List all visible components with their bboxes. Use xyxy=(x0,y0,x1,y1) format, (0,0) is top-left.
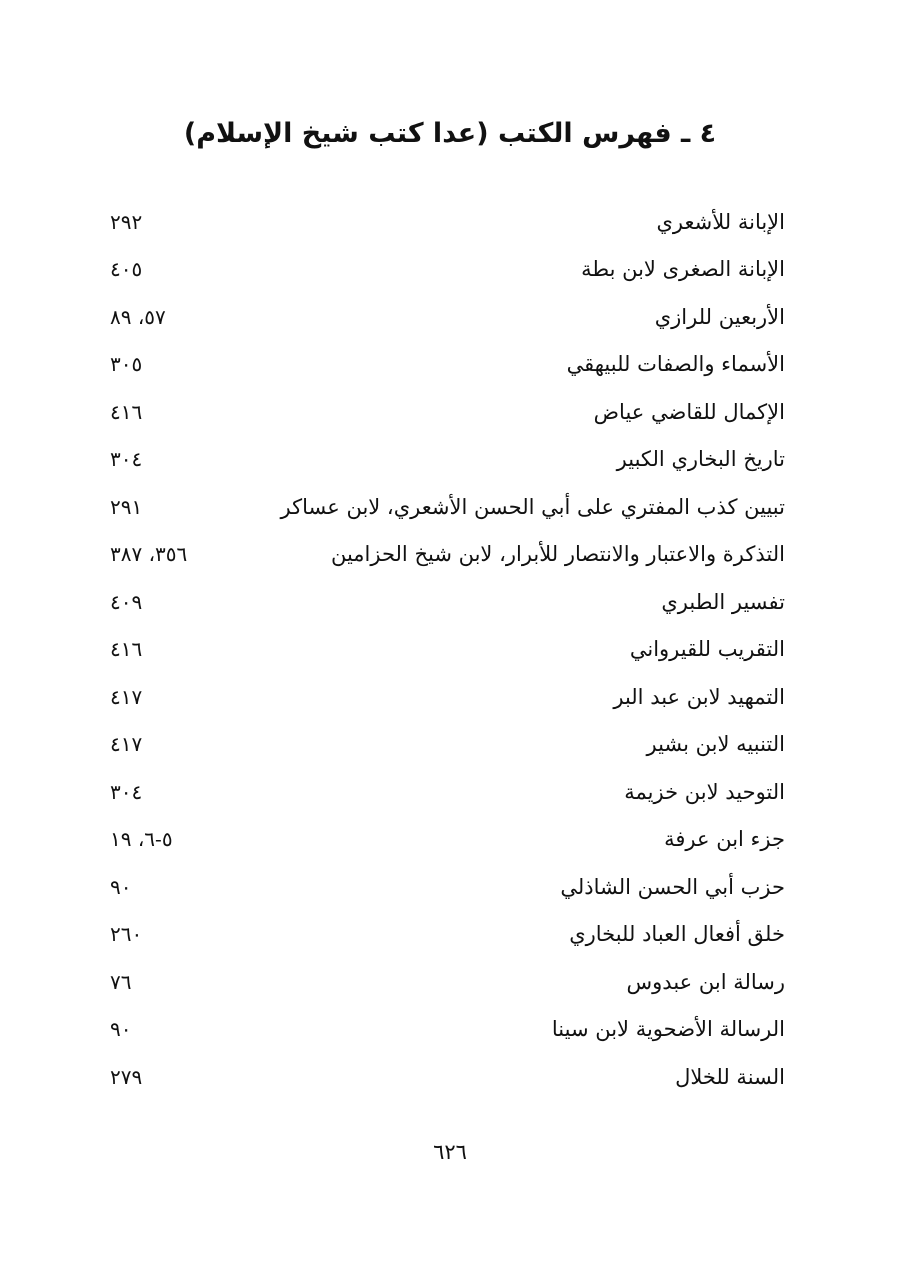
book-title: التوحيد لابن خزيمة xyxy=(624,779,785,804)
book-title: الإكمال للقاضي عياض xyxy=(593,399,785,424)
book-title: السنة للخلال xyxy=(675,1064,785,1089)
index-entry xyxy=(110,911,785,959)
book-title: تفسير الطبري xyxy=(661,589,785,614)
index-entry xyxy=(110,721,785,769)
index-entry xyxy=(110,626,785,674)
book-title: التذكرة والاعتبار والانتصار للأبرار، لابن شيخ الحزامين xyxy=(330,542,785,567)
books-index-list xyxy=(110,198,785,1101)
index-entry xyxy=(110,531,785,579)
book-title: الأسماء والصفات للبيهقي xyxy=(566,352,785,377)
index-entry xyxy=(110,388,785,436)
page-references: ٢٦٠ xyxy=(110,922,143,947)
page-references: ٤١٧ xyxy=(110,732,143,757)
book-title: تبيين كذب المفتري على أبي الحسن الأشعري، لابن عساكر xyxy=(280,494,785,519)
page-references: ٤٠٥ xyxy=(110,257,143,282)
index-entry xyxy=(110,578,785,626)
book-title: جزء ابن عرفة xyxy=(664,827,785,852)
index-entry xyxy=(110,341,785,389)
book-title: حزب أبي الحسن الشاذلي xyxy=(560,874,785,899)
page-references: ٢٩١ xyxy=(110,494,143,519)
index-entry xyxy=(110,673,785,721)
page-references: ٤١٧ xyxy=(110,684,143,709)
page-references: ٥٧، ٨٩ xyxy=(110,304,166,329)
book-title: رسالة ابن عبدوس xyxy=(626,969,785,994)
index-entry xyxy=(110,483,785,531)
index-entry xyxy=(110,436,785,484)
index-entry xyxy=(110,816,785,864)
page-references: ٩٠ xyxy=(110,1017,132,1042)
index-entry xyxy=(110,1053,785,1101)
page-references: ٣٠٤ xyxy=(110,779,143,804)
index-entry xyxy=(110,198,785,246)
book-title: تاريخ البخاري الكبير xyxy=(616,447,785,472)
page-references: ٤٠٩ xyxy=(110,589,143,614)
book-title: التقريب للقيرواني xyxy=(629,637,785,662)
book-title: التنبيه لابن بشير xyxy=(646,732,785,757)
page-references: ٤١٦ xyxy=(110,637,143,662)
page-references: ٣٠٥ xyxy=(110,352,143,377)
book-title: خلق أفعال العباد للبخاري xyxy=(569,922,785,947)
page-references: ٧٦ xyxy=(110,969,132,994)
book-title: الإبانة للأشعري xyxy=(656,209,785,234)
index-entry xyxy=(110,863,785,911)
section-heading: ٤ ـ فهرس الكتب (عدا كتب شيخ الإسلام) xyxy=(183,118,717,149)
index-entry xyxy=(110,1006,785,1054)
page-number: ٦٢٦ xyxy=(433,1140,467,1164)
index-entry xyxy=(110,293,785,341)
page-references: ٥-٦، ١٩ xyxy=(110,827,173,852)
index-entry xyxy=(110,246,785,294)
page-references: ٩٠ xyxy=(110,874,132,899)
book-title: الأربعين للرازي xyxy=(654,304,785,329)
index-entry xyxy=(110,958,785,1006)
page-references: ٢٩٢ xyxy=(110,209,143,234)
page-references: ٣٥٦، ٣٨٧ xyxy=(110,542,188,567)
book-title: الرسالة الأضحوية لابن سينا xyxy=(551,1017,785,1042)
book-title: الإبانة الصغرى لابن بطة xyxy=(581,257,785,282)
index-entry xyxy=(110,768,785,816)
page-references: ٢٧٩ xyxy=(110,1064,143,1089)
page-references: ٤١٦ xyxy=(110,399,143,424)
page-references: ٣٠٤ xyxy=(110,447,143,472)
book-title: التمهيد لابن عبد البر xyxy=(613,684,785,709)
